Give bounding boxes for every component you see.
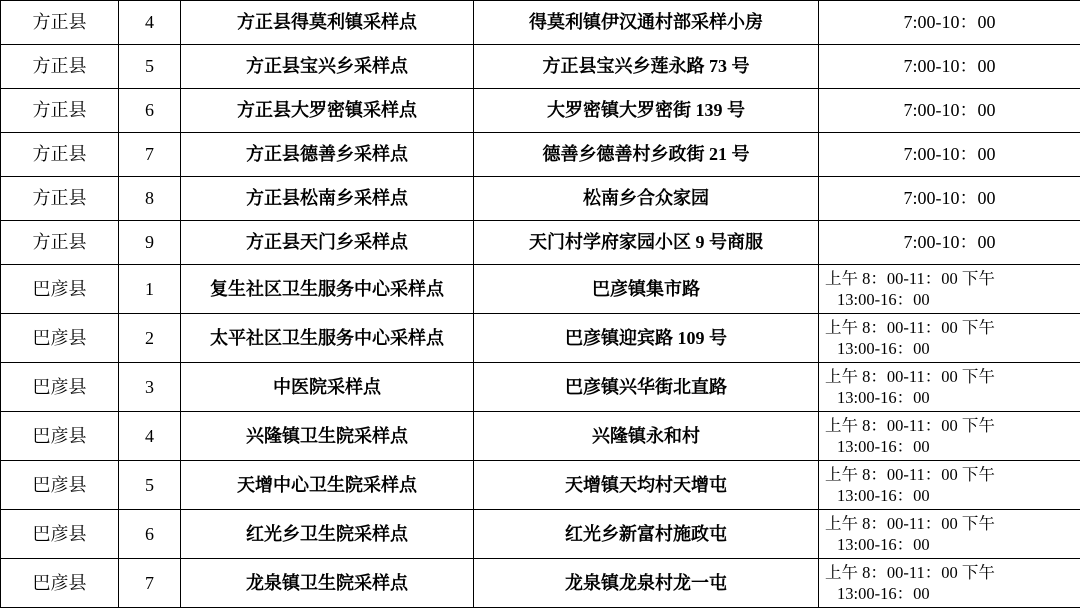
table-row (1, 510, 1080, 559)
cell-site-name: 方正县天门乡采样点 (181, 221, 474, 265)
sampling-time-morning: 上午 8：00-11：00 下午 (825, 562, 1076, 583)
cell-index: 7 (119, 559, 181, 608)
cell-site-address: 得莫利镇伊汉通村部采样小房 (474, 1, 819, 45)
sampling-time-morning: 上午 8：00-11：00 下午 (825, 513, 1076, 534)
sampling-time-afternoon: 13:00-16：00 (825, 436, 1076, 457)
cell-county: 巴彦县 (1, 314, 119, 363)
table-row (1, 265, 1080, 314)
cell-site-address: 兴隆镇永和村 (474, 412, 819, 461)
table-body (1, 1, 1080, 608)
cell-index: 5 (119, 461, 181, 510)
cell-county: 方正县 (1, 89, 119, 133)
sampling-time-morning: 上午 8：00-11：00 下午 (825, 366, 1076, 387)
table-row (1, 221, 1080, 265)
cell-index: 5 (119, 45, 181, 89)
cell-site-name: 方正县德善乡采样点 (181, 133, 474, 177)
cell-county: 巴彦县 (1, 461, 119, 510)
table-row (1, 177, 1080, 221)
cell-index: 3 (119, 363, 181, 412)
sampling-time-afternoon: 13:00-16：00 (825, 338, 1076, 359)
cell-sampling-time (819, 510, 1080, 559)
cell-site-name: 中医院采样点 (181, 363, 474, 412)
cell-index: 6 (119, 89, 181, 133)
cell-county: 方正县 (1, 133, 119, 177)
cell-county: 方正县 (1, 1, 119, 45)
table-row (1, 314, 1080, 363)
table-row (1, 89, 1080, 133)
cell-index: 4 (119, 1, 181, 45)
cell-county: 巴彦县 (1, 559, 119, 608)
sampling-time-afternoon: 13:00-16：00 (825, 534, 1076, 555)
cell-county: 巴彦县 (1, 412, 119, 461)
cell-sampling-time: 7:00-10：00 (819, 177, 1080, 221)
cell-site-address: 大罗密镇大罗密街 139 号 (474, 89, 819, 133)
cell-site-address: 红光乡新富村施政屯 (474, 510, 819, 559)
cell-index: 9 (119, 221, 181, 265)
cell-county: 巴彦县 (1, 510, 119, 559)
sampling-time-morning: 上午 8：00-11：00 下午 (825, 268, 1076, 289)
cell-site-name: 复生社区卫生服务中心采样点 (181, 265, 474, 314)
cell-site-name: 方正县大罗密镇采样点 (181, 89, 474, 133)
cell-sampling-time (819, 314, 1080, 363)
sampling-time-afternoon: 13:00-16：00 (825, 583, 1076, 604)
cell-site-name: 龙泉镇卫生院采样点 (181, 559, 474, 608)
cell-site-address: 松南乡合众家园 (474, 177, 819, 221)
cell-site-address: 龙泉镇龙泉村龙一屯 (474, 559, 819, 608)
cell-index: 1 (119, 265, 181, 314)
sampling-time-afternoon: 13:00-16：00 (825, 289, 1076, 310)
cell-site-name: 天增中心卫生院采样点 (181, 461, 474, 510)
sampling-time-afternoon: 13:00-16：00 (825, 485, 1076, 506)
cell-sampling-time: 7:00-10：00 (819, 133, 1080, 177)
cell-site-address: 德善乡德善村乡政街 21 号 (474, 133, 819, 177)
cell-site-name: 兴隆镇卫生院采样点 (181, 412, 474, 461)
cell-sampling-time (819, 412, 1080, 461)
cell-sampling-time (819, 559, 1080, 608)
cell-sampling-time (819, 265, 1080, 314)
sampling-time-morning: 上午 8：00-11：00 下午 (825, 317, 1076, 338)
table-row (1, 363, 1080, 412)
cell-index: 6 (119, 510, 181, 559)
sampling-time-morning: 上午 8：00-11：00 下午 (825, 415, 1076, 436)
cell-index: 4 (119, 412, 181, 461)
cell-sampling-time: 7:00-10：00 (819, 45, 1080, 89)
cell-county: 巴彦县 (1, 265, 119, 314)
cell-site-name: 红光乡卫生院采样点 (181, 510, 474, 559)
cell-index: 7 (119, 133, 181, 177)
cell-county: 方正县 (1, 177, 119, 221)
table-row (1, 461, 1080, 510)
cell-site-address: 天门村学府家园小区 9 号商服 (474, 221, 819, 265)
cell-county: 巴彦县 (1, 363, 119, 412)
table-row (1, 133, 1080, 177)
table-row (1, 559, 1080, 608)
cell-site-name: 方正县宝兴乡采样点 (181, 45, 474, 89)
cell-site-address: 方正县宝兴乡莲永路 73 号 (474, 45, 819, 89)
cell-sampling-time: 7:00-10：00 (819, 89, 1080, 133)
cell-sampling-time: 7:00-10：00 (819, 1, 1080, 45)
cell-sampling-time (819, 363, 1080, 412)
sampling-time-afternoon: 13:00-16：00 (825, 387, 1076, 408)
cell-sampling-time (819, 461, 1080, 510)
cell-site-name: 方正县得莫利镇采样点 (181, 1, 474, 45)
table-row (1, 412, 1080, 461)
cell-index: 8 (119, 177, 181, 221)
cell-index: 2 (119, 314, 181, 363)
cell-site-address: 巴彦镇兴华街北直路 (474, 363, 819, 412)
cell-site-address: 天增镇天均村天增屯 (474, 461, 819, 510)
cell-site-address: 巴彦镇集市路 (474, 265, 819, 314)
table-row (1, 1, 1080, 45)
cell-sampling-time: 7:00-10：00 (819, 221, 1080, 265)
cell-site-address: 巴彦镇迎宾路 109 号 (474, 314, 819, 363)
sampling-time-morning: 上午 8：00-11：00 下午 (825, 464, 1076, 485)
cell-county: 方正县 (1, 45, 119, 89)
cell-county: 方正县 (1, 221, 119, 265)
cell-site-name: 太平社区卫生服务中心采样点 (181, 314, 474, 363)
table-row (1, 45, 1080, 89)
cell-site-name: 方正县松南乡采样点 (181, 177, 474, 221)
